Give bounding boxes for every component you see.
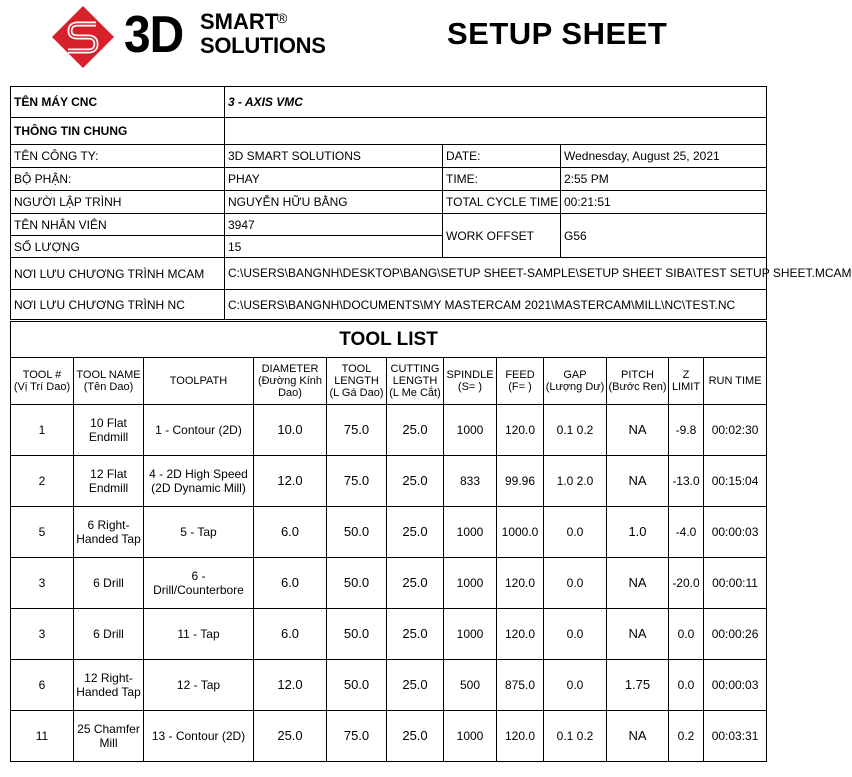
cell-gap: 0.0 (544, 609, 607, 660)
cell-gap: 0.0 (544, 507, 607, 558)
column-header-label: Z LIMIT (671, 369, 701, 393)
cell-spindle: 500 (444, 660, 497, 711)
department-label: BỘ PHẬN: (11, 168, 225, 191)
cell-run: 00:15:04 (704, 456, 767, 507)
date-label: DATE: (443, 145, 561, 168)
cell-clen: 25.0 (387, 507, 444, 558)
cell-pitch: NA (607, 405, 669, 456)
tool-list-body (11, 405, 767, 762)
cell-run: 00:00:11 (704, 558, 767, 609)
cell-clen: 25.0 (387, 558, 444, 609)
cell-dia: 6.0 (254, 558, 327, 609)
cell-feed: 1000.0 (497, 507, 544, 558)
cell-gap: 1.0 2.0 (544, 456, 607, 507)
cell-tool: 1 (11, 405, 74, 456)
cell-path: 5 - Tap (144, 507, 254, 558)
cell-dia: 10.0 (254, 405, 327, 456)
cell-pitch: 1.0 (607, 507, 669, 558)
cell-run: 00:03:31 (704, 711, 767, 762)
date-value: Wednesday, August 25, 2021 (561, 145, 767, 168)
column-header-sublabel: (Vị Trí Dao) (13, 381, 71, 393)
cell-tlen: 50.0 (327, 558, 387, 609)
cell-tlen: 75.0 (327, 711, 387, 762)
cell-spindle: 1000 (444, 507, 497, 558)
cell-gap: 0.0 (544, 558, 607, 609)
cell-gap: 0.1 0.2 (544, 711, 607, 762)
work-offset-label: WORK OFFSET (443, 214, 561, 258)
cell-pitch: NA (607, 711, 669, 762)
cell-name: 6 Drill (74, 609, 144, 660)
column-header (607, 358, 669, 405)
cell-z: -4.0 (669, 507, 704, 558)
cell-clen: 25.0 (387, 609, 444, 660)
column-header-label: TOOLPATH (169, 375, 228, 387)
cell-name: 6 Drill (74, 558, 144, 609)
cell-tool: 3 (11, 609, 74, 660)
programmer-label: NGƯỜI LẬP TRÌNH (11, 191, 225, 214)
cell-dia: 6.0 (254, 609, 327, 660)
general-info-blank (225, 118, 767, 145)
cell-tlen: 75.0 (327, 405, 387, 456)
department-value: PHAY (225, 168, 443, 191)
cell-z: -20.0 (669, 558, 704, 609)
cell-gap: 0.1 0.2 (544, 405, 607, 456)
column-header (327, 358, 387, 405)
cell-name: 12 Flat Endmill (74, 456, 144, 507)
cell-spindle: 1000 (444, 558, 497, 609)
page-title: SETUP SHEET (447, 16, 668, 51)
cell-feed: 99.96 (497, 456, 544, 507)
mcam-path-label: NƠI LƯU CHƯƠNG TRÌNH MCAM (11, 258, 225, 290)
column-header-label: RUN TIME (708, 375, 762, 387)
header (0, 0, 775, 84)
tool-list-title: TOOL LIST (11, 322, 767, 358)
employee-label: TÊN NHÂN VIÊN (11, 214, 225, 236)
cell-dia: 6.0 (254, 507, 327, 558)
column-header (254, 358, 327, 405)
cell-tool: 3 (11, 558, 74, 609)
table-row (11, 558, 767, 609)
cell-path: 4 - 2D High Speed (2D Dynamic Mill) (144, 456, 254, 507)
column-header (669, 358, 704, 405)
employee-value: 3947 (225, 214, 443, 236)
cell-tlen: 75.0 (327, 456, 387, 507)
table-row (11, 711, 767, 762)
cell-tlen: 50.0 (327, 507, 387, 558)
tool-list-table (10, 321, 767, 762)
cell-name: 12 Right-Handed Tap (74, 660, 144, 711)
column-header (497, 358, 544, 405)
cell-tool: 5 (11, 507, 74, 558)
cell-spindle: 1000 (444, 711, 497, 762)
column-header (11, 358, 74, 405)
column-header (387, 358, 444, 405)
column-header-label: GAP (563, 369, 587, 381)
cell-dia: 12.0 (254, 660, 327, 711)
cell-dia: 25.0 (254, 711, 327, 762)
column-header-sublabel: (Lượng Dư) (545, 381, 605, 393)
table-row (11, 456, 767, 507)
cell-path: 12 - Tap (144, 660, 254, 711)
column-header (144, 358, 254, 405)
table-row (11, 609, 767, 660)
cycle-time-label: TOTAL CYCLE TIME (443, 191, 561, 214)
table-row (11, 507, 767, 558)
cycle-time-value: 00:21:51 (561, 191, 767, 214)
nc-path-label: NƠI LƯU CHƯƠNG TRÌNH NC (11, 290, 225, 320)
cell-z: 0.2 (669, 711, 704, 762)
cell-path: 6 - Drill/Counterbore (144, 558, 254, 609)
column-header-label: TOOL LENGTH (334, 363, 379, 387)
column-header-sublabel: (L Gá Dao) (329, 387, 384, 399)
column-header-sublabel: (Tên Dao) (83, 381, 134, 393)
cell-name: 25 Chamfer Mill (74, 711, 144, 762)
column-header-label: PITCH (621, 369, 654, 381)
tool-list-header-row (11, 358, 767, 405)
cell-run: 00:00:26 (704, 609, 767, 660)
cell-pitch: 1.75 (607, 660, 669, 711)
programmer-value: NGUYỄN HỮU BẰNG (225, 191, 443, 214)
column-header-label: TOOL # (22, 369, 62, 381)
column-header-sublabel: (L Me Cắt) (389, 387, 441, 399)
cell-spindle: 833 (444, 456, 497, 507)
brand-smart: SMART (200, 9, 279, 34)
column-header-label: CUTTING LENGTH (390, 363, 440, 387)
work-offset-value: G56 (561, 214, 767, 258)
company-logo-icon (48, 4, 118, 70)
cell-clen: 25.0 (387, 456, 444, 507)
cell-tlen: 50.0 (327, 609, 387, 660)
column-header (74, 358, 144, 405)
time-label: TIME: (443, 168, 561, 191)
table-row (11, 405, 767, 456)
cell-feed: 120.0 (497, 405, 544, 456)
cell-z: 0.0 (669, 609, 704, 660)
column-header-sublabel: (S= ) (457, 381, 483, 393)
machine-label: TÊN MÁY CNC (11, 87, 225, 118)
cell-spindle: 1000 (444, 405, 497, 456)
column-header-label: SPINDLE (446, 369, 494, 381)
column-header (704, 358, 767, 405)
cell-path: 1 - Contour (2D) (144, 405, 254, 456)
column-header-label: DIAMETER (261, 363, 319, 375)
cell-feed: 120.0 (497, 711, 544, 762)
cell-clen: 25.0 (387, 660, 444, 711)
cell-name: 6 Right-Handed Tap (74, 507, 144, 558)
cell-feed: 120.0 (497, 558, 544, 609)
cell-clen: 25.0 (387, 405, 444, 456)
brand-solutions: SOLUTIONS (200, 33, 326, 58)
column-header-sublabel: (Bước Ren) (608, 381, 667, 393)
general-info-title: THÔNG TIN CHUNG (11, 118, 225, 145)
cell-run: 00:02:30 (704, 405, 767, 456)
table-row (11, 660, 767, 711)
cell-clen: 25.0 (387, 711, 444, 762)
cell-feed: 875.0 (497, 660, 544, 711)
column-header-sublabel: (Đường Kính Dao) (257, 375, 323, 399)
cell-pitch: NA (607, 609, 669, 660)
company-label: TÊN CÔNG TY: (11, 145, 225, 168)
cell-tool: 11 (11, 711, 74, 762)
cell-path: 13 - Contour (2D) (144, 711, 254, 762)
machine-value: 3 - AXIS VMC (225, 87, 767, 118)
cell-tool: 6 (11, 660, 74, 711)
general-info-table (10, 86, 852, 320)
cell-feed: 120.0 (497, 609, 544, 660)
column-header-label: FEED (505, 369, 535, 381)
column-header (444, 358, 497, 405)
cell-path: 11 - Tap (144, 609, 254, 660)
brand-3d: 3D (124, 6, 184, 64)
column-header-sublabel: (F= ) (508, 381, 532, 393)
cell-dia: 12.0 (254, 456, 327, 507)
cell-gap: 0.0 (544, 660, 607, 711)
cell-spindle: 1000 (444, 609, 497, 660)
mcam-path-value: C:\USERS\BANGNH\DESKTOP\BANG\SETUP SHEET-SAMPLE\SETUP SHEET SIBA\TEST SETUP SHEET.MCAM (225, 258, 767, 290)
cell-tlen: 50.0 (327, 660, 387, 711)
company-value: 3D SMART SOLUTIONS (225, 145, 443, 168)
cell-name: 10 Flat Endmill (74, 405, 144, 456)
cell-tool: 2 (11, 456, 74, 507)
quantity-label: SỐ LƯỢNG (11, 236, 225, 258)
cell-z: 0.0 (669, 660, 704, 711)
cell-pitch: NA (607, 558, 669, 609)
time-value: 2:55 PM (561, 168, 767, 191)
cell-run: 00:00:03 (704, 660, 767, 711)
quantity-value: 15 (225, 236, 443, 258)
nc-path-value: C:\USERS\BANGNH\DOCUMENTS\MY MASTERCAM 2021\MASTERCAM\MILL\NC\TEST.NC (225, 290, 767, 320)
cell-pitch: NA (607, 456, 669, 507)
cell-z: -9.8 (669, 405, 704, 456)
column-header-label: TOOL NAME (76, 369, 141, 381)
column-header (544, 358, 607, 405)
cell-z: -13.0 (669, 456, 704, 507)
registered-mark: ® (277, 10, 288, 26)
cell-run: 00:00:03 (704, 507, 767, 558)
